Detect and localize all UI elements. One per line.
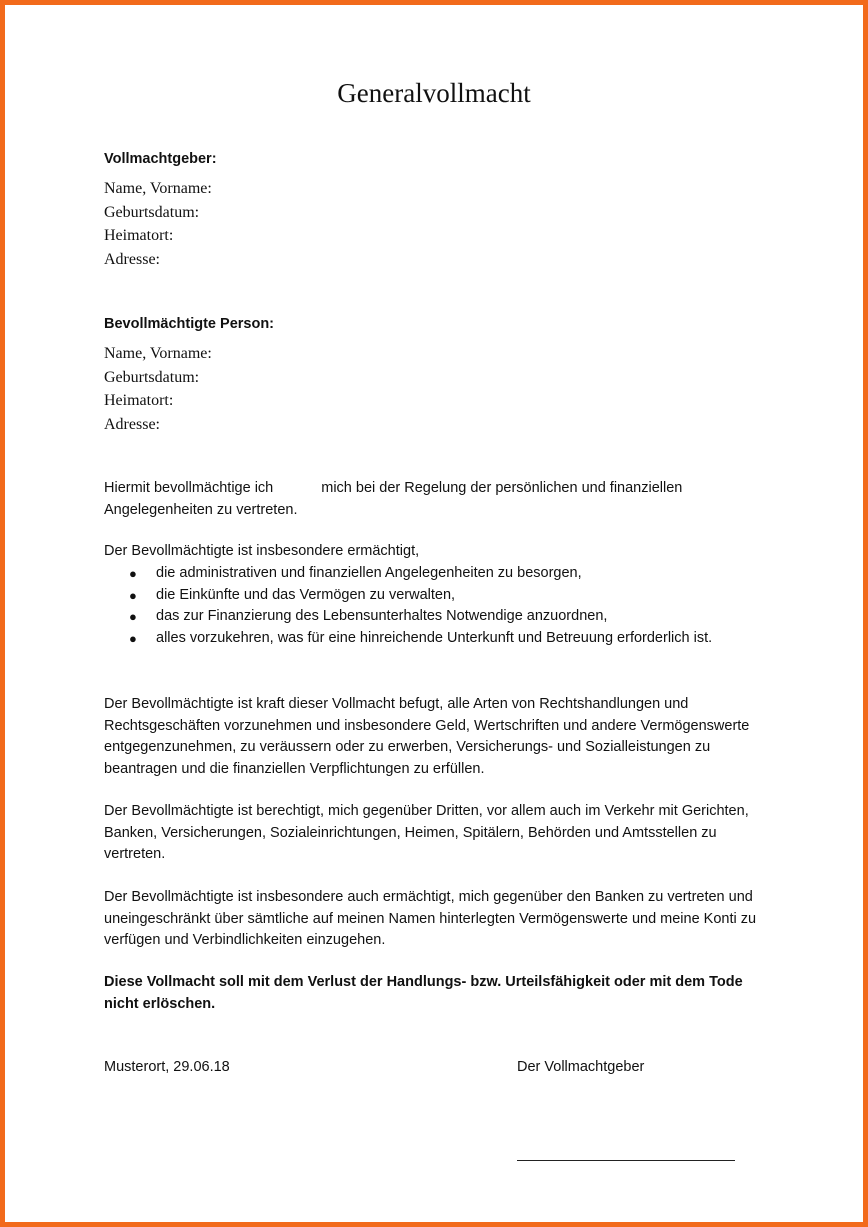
bullet-icon: ● (129, 566, 137, 581)
signature-line (517, 1160, 735, 1161)
list-item: ● das zur Finanzierung des Lebensunterhaltes Notwendige anzuordnen, (104, 606, 764, 628)
grantor-field-name: Name, Vorname: (104, 180, 212, 197)
powers-intro: Der Bevollmächtigte ist insbesondere ermächtigt, (104, 543, 420, 559)
list-item: ● die administrativen und finanziellen Angelegenheiten zu besorgen, (104, 563, 764, 585)
attorney-field-hometown: Heimatort: (104, 392, 174, 409)
list-item: ● die Einkünfte und das Vermögen zu verwalten, (104, 585, 764, 607)
grantor-field-address: Adresse: (104, 250, 160, 268)
attorney-field-birthdate: Geburtsdatum: (104, 368, 200, 386)
signer-label: Der Vollmachtgeber (517, 1059, 645, 1075)
grantor-fields (104, 177, 212, 271)
attorney-field-name: Name, Vorname: (104, 345, 212, 362)
grantor-field-birthdate: Geburtsdatum: (104, 203, 200, 221)
list-item: ● alles vorzukehren, was für eine hinreichende Unterkunft und Betreuung erforderlich ist. (104, 628, 764, 650)
bullet-icon: ● (129, 609, 137, 625)
attorney-fields (104, 342, 212, 436)
validity-paragraph: Diese Vollmacht soll mit dem Verlust der Handlungs- bzw. Urteilsfähigkeit oder mit dem Tode nicht erlöschen. (104, 974, 743, 1012)
bullet-icon: ● (129, 587, 137, 603)
grantor-field-hometown: Heimatort: (104, 227, 174, 244)
powers-list (104, 563, 764, 649)
intro-paragraph (104, 478, 754, 521)
banks-paragraph: Der Bevollmächtigte ist insbesondere auch ermächtigt, mich gegenüber den Banken zu vertreten und uneingeschränkt über sämtliche auf meinen Namen hinterlegten Vermögenswerte und meine Konti zu verfügen und Verbindlichkeiten einzugehen. (104, 889, 757, 949)
grantor-heading: Vollmachtgeber: (104, 151, 217, 167)
intro-text-part1: Hiermit bevollmächtige ich (104, 480, 274, 496)
document-title: Generalvollmacht (337, 78, 531, 108)
place-date: Musterort, 29.06.18 (104, 1059, 230, 1075)
representation-paragraph: Der Bevollmächtigte ist berechtigt, mich gegenüber Dritten, vor allem auch im Verkehr mit Gerichten, Banken, Versicherungen, Sozialeinrichtungen, Heimen, Spitälern, Behörden und Amtsstellen zu vertreten. (104, 803, 749, 863)
attorney-field-address: Adresse: (104, 415, 160, 433)
intro-text-part2: mich bei der Regelung der persönlichen und finanziellen Angelegenheiten zu vertreten. (104, 480, 683, 518)
legal-acts-paragraph: Der Bevollmächtigte ist kraft dieser Vollmacht befugt, alle Arten von Rechtshandlungen und Rechtsgeschäften vorzunehmen und insbesondere Geld, Wertschriften und andere Vermögenswerte entgegenzunehmen, zu veräussern oder zu erwerben, Versicherungs- und Sozialleistungen zu beantragen und die finanziellen Verpflichtungen zu erfüllen. (104, 696, 750, 777)
attorney-heading: Bevollmächtigte Person: (104, 316, 275, 332)
bullet-icon: ● (129, 630, 137, 646)
